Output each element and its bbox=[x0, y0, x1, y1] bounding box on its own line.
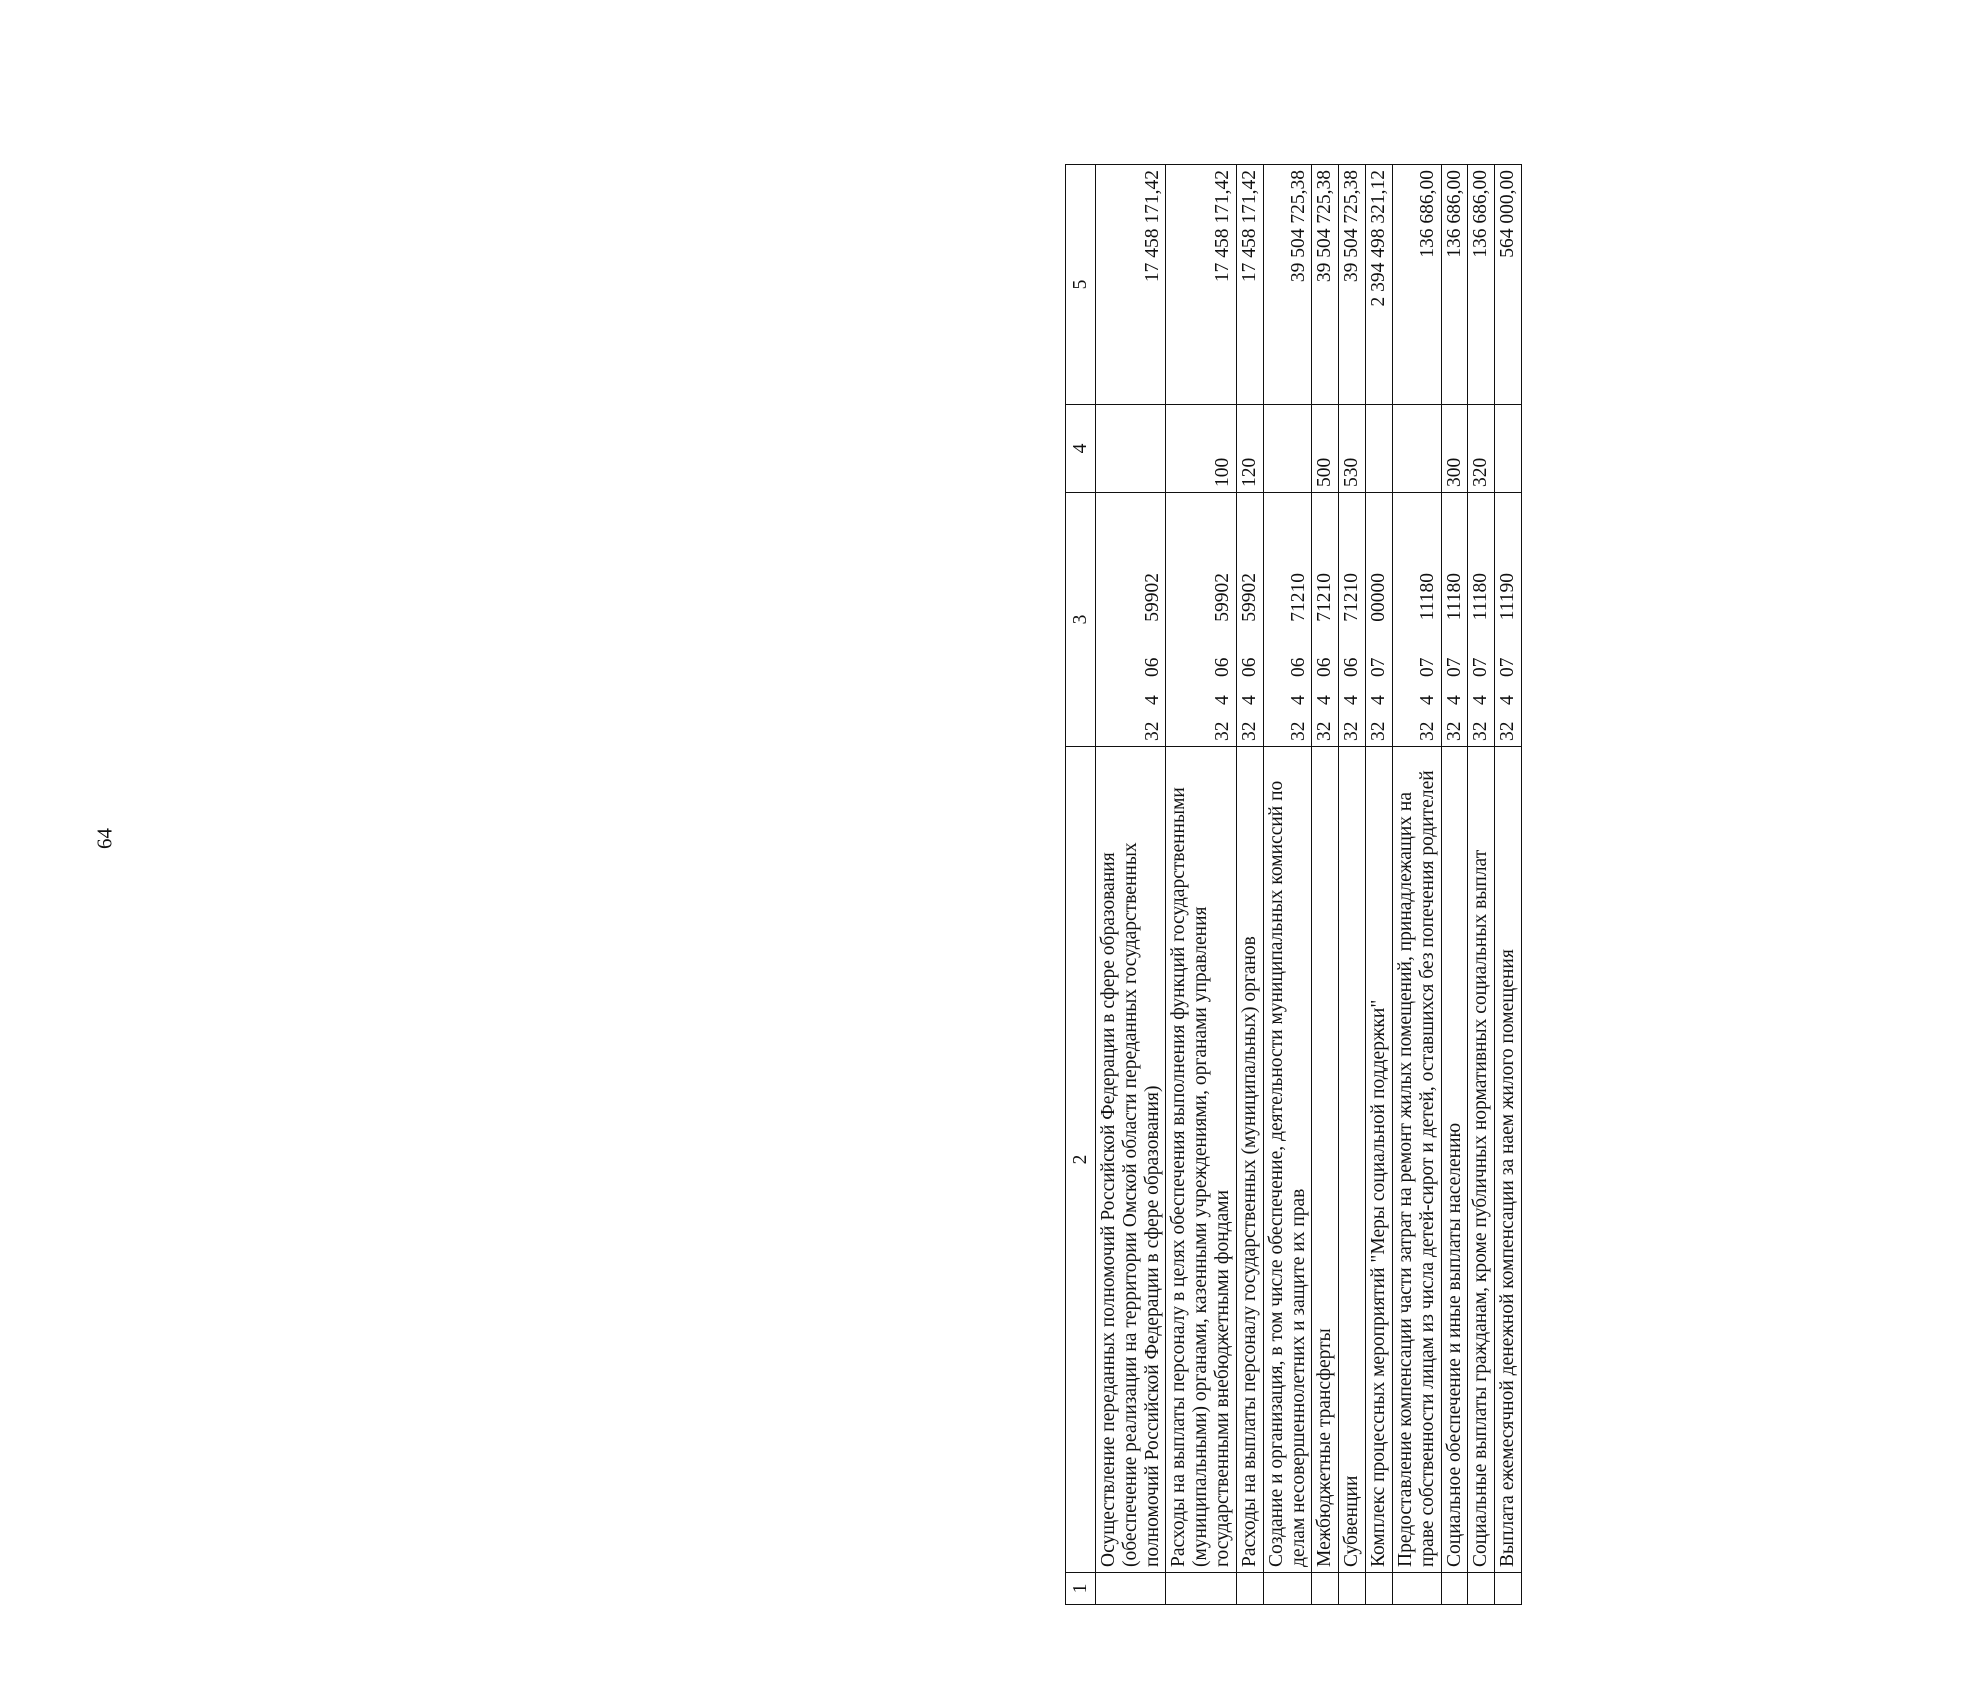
code-segment-1: 32 bbox=[1287, 721, 1309, 741]
budget-table bbox=[1065, 164, 1522, 1605]
classification-code-cell bbox=[1366, 493, 1393, 747]
row-number-cell bbox=[1096, 1573, 1166, 1605]
code-segment-2: 4 bbox=[1141, 695, 1163, 705]
expense-type-cell: 120 bbox=[1236, 405, 1263, 493]
table-row bbox=[1312, 165, 1339, 1605]
amount-cell: 136 686,00 bbox=[1392, 165, 1441, 405]
code-segment-3: 06 bbox=[1212, 657, 1234, 677]
amount-cell: 39 504 725,38 bbox=[1263, 165, 1312, 405]
expense-type-cell bbox=[1495, 405, 1522, 493]
code-segment-2: 4 bbox=[1238, 695, 1260, 705]
row-number-cell bbox=[1495, 1573, 1522, 1605]
classification-code-cell bbox=[1339, 493, 1366, 747]
code-segment-1: 32 bbox=[1212, 721, 1234, 741]
row-number-cell bbox=[1366, 1573, 1393, 1605]
column-header-3: 3 bbox=[1066, 493, 1096, 747]
code-segment-3: 06 bbox=[1341, 657, 1363, 677]
item-name-cell: Расходы на выплаты персоналу в целях обеспечения выполнения функций государственными (муниципальными) органами, казенными учреждениями, органами управления государственными внебюджетными фондами bbox=[1166, 747, 1236, 1573]
rotated-table-frame bbox=[1065, 165, 1985, 1605]
table-row bbox=[1166, 165, 1236, 1605]
expense-type-cell: 320 bbox=[1468, 405, 1495, 493]
column-header-5: 5 bbox=[1066, 165, 1096, 405]
amount-cell: 39 504 725,38 bbox=[1339, 165, 1366, 405]
code-segment-4: 11180 bbox=[1470, 573, 1492, 621]
code-segment-2: 4 bbox=[1443, 695, 1465, 705]
amount-cell: 17 458 171,42 bbox=[1096, 165, 1166, 405]
table-row bbox=[1096, 165, 1166, 1605]
item-name-cell: Выплата ежемесячной денежной компенсации за наем жилого помещения bbox=[1495, 747, 1522, 1573]
column-header-2: 2 bbox=[1066, 747, 1096, 1573]
expense-type-cell: 500 bbox=[1312, 405, 1339, 493]
column-header-4: 4 bbox=[1066, 405, 1096, 493]
code-segment-1: 32 bbox=[1416, 721, 1438, 741]
row-number-cell bbox=[1166, 1573, 1236, 1605]
table-row bbox=[1495, 165, 1522, 1605]
table-body bbox=[1096, 165, 1522, 1605]
row-number-cell bbox=[1441, 1573, 1468, 1605]
classification-code-cell bbox=[1392, 493, 1441, 747]
column-header-1: 1 bbox=[1066, 1573, 1096, 1605]
amount-cell: 39 504 725,38 bbox=[1312, 165, 1339, 405]
classification-code-cell bbox=[1312, 493, 1339, 747]
page-number: 64 bbox=[92, 828, 117, 849]
code-segment-3: 06 bbox=[1238, 657, 1260, 677]
code-segment-3: 07 bbox=[1470, 657, 1492, 677]
code-segment-1: 32 bbox=[1497, 721, 1519, 741]
row-number-cell bbox=[1312, 1573, 1339, 1605]
item-name-cell: Комплекс процессных мероприятий "Меры социальной поддержки" bbox=[1366, 747, 1393, 1573]
code-segment-3: 07 bbox=[1497, 657, 1519, 677]
code-segment-4: 11190 bbox=[1497, 573, 1519, 621]
item-name-cell: Создание и организация, в том числе обеспечение, деятельности муниципальных комиссий по делам несовершеннолетних и защите их прав bbox=[1263, 747, 1312, 1573]
item-name-cell: Осуществление переданных полномочий Российской Федерации в сфере образования (обеспечение реализации на территории Омской области переданных государственных полномочий Российской Федерации в сфере образования) bbox=[1096, 747, 1166, 1573]
code-segment-3: 06 bbox=[1287, 657, 1309, 677]
code-segment-3: 06 bbox=[1314, 657, 1336, 677]
expense-type-cell: 530 bbox=[1339, 405, 1366, 493]
item-name-cell: Предоставление компенсации части затрат на ремонт жилых помещений, принадлежащих на праве собственности лицам из числа детей-сирот и детей, оставшихся без попечения родителей bbox=[1392, 747, 1441, 1573]
classification-code-cell bbox=[1236, 493, 1263, 747]
code-segment-4: 59902 bbox=[1238, 573, 1260, 622]
code-segment-2: 4 bbox=[1470, 695, 1492, 705]
code-segment-1: 32 bbox=[1341, 721, 1363, 741]
code-segment-1: 32 bbox=[1368, 721, 1390, 741]
table-row bbox=[1392, 165, 1441, 1605]
code-segment-1: 32 bbox=[1470, 721, 1492, 741]
classification-code-cell bbox=[1495, 493, 1522, 747]
amount-cell: 136 686,00 bbox=[1468, 165, 1495, 405]
item-name-cell: Расходы на выплаты персоналу государственных (муниципальных) органов bbox=[1236, 747, 1263, 1573]
expense-type-cell bbox=[1263, 405, 1312, 493]
code-segment-4: 71210 bbox=[1287, 573, 1309, 622]
row-number-cell bbox=[1263, 1573, 1312, 1605]
table-row bbox=[1339, 165, 1366, 1605]
code-segment-4: 59902 bbox=[1141, 573, 1163, 622]
code-segment-1: 32 bbox=[1141, 721, 1163, 741]
amount-cell: 2 394 498 321,12 bbox=[1366, 165, 1393, 405]
item-name-cell: Субвенции bbox=[1339, 747, 1366, 1573]
code-segment-2: 4 bbox=[1416, 695, 1438, 705]
classification-code-cell bbox=[1468, 493, 1495, 747]
amount-cell: 17 458 171,42 bbox=[1236, 165, 1263, 405]
code-segment-1: 32 bbox=[1314, 721, 1336, 741]
code-segment-2: 4 bbox=[1497, 695, 1519, 705]
row-number-cell bbox=[1468, 1573, 1495, 1605]
table-row bbox=[1441, 165, 1468, 1605]
expense-type-cell: 300 bbox=[1441, 405, 1468, 493]
classification-code-cell bbox=[1263, 493, 1312, 747]
amount-cell: 17 458 171,42 bbox=[1166, 165, 1236, 405]
item-name-cell: Социальное обеспечение и иные выплаты населению bbox=[1441, 747, 1468, 1573]
amount-cell: 564 000,00 bbox=[1495, 165, 1522, 405]
classification-code-cell bbox=[1096, 493, 1166, 747]
code-segment-2: 4 bbox=[1212, 695, 1234, 705]
table-row bbox=[1263, 165, 1312, 1605]
classification-code-cell bbox=[1441, 493, 1468, 747]
code-segment-4: 71210 bbox=[1314, 573, 1336, 622]
row-number-cell bbox=[1236, 1573, 1263, 1605]
table-row bbox=[1468, 165, 1495, 1605]
code-segment-4: 11180 bbox=[1416, 573, 1438, 621]
classification-code-cell bbox=[1166, 493, 1236, 747]
code-segment-1: 32 bbox=[1238, 721, 1260, 741]
code-segment-2: 4 bbox=[1341, 695, 1363, 705]
expense-type-cell: 100 bbox=[1166, 405, 1236, 493]
code-segment-3: 06 bbox=[1141, 657, 1163, 677]
amount-cell: 136 686,00 bbox=[1441, 165, 1468, 405]
table-row bbox=[1236, 165, 1263, 1605]
row-number-cell bbox=[1339, 1573, 1366, 1605]
column-number-row bbox=[1066, 165, 1096, 1605]
code-segment-1: 32 bbox=[1443, 721, 1465, 741]
code-segment-2: 4 bbox=[1287, 695, 1309, 705]
code-segment-3: 07 bbox=[1443, 657, 1465, 677]
code-segment-2: 4 bbox=[1368, 695, 1390, 705]
code-segment-4: 00000 bbox=[1368, 573, 1390, 622]
code-segment-2: 4 bbox=[1314, 695, 1336, 705]
code-segment-4: 71210 bbox=[1341, 573, 1363, 622]
code-segment-3: 07 bbox=[1416, 657, 1438, 677]
table-row bbox=[1366, 165, 1393, 1605]
code-segment-3: 07 bbox=[1368, 657, 1390, 677]
expense-type-cell bbox=[1392, 405, 1441, 493]
code-segment-4: 59902 bbox=[1212, 573, 1234, 622]
code-segment-4: 11180 bbox=[1443, 573, 1465, 621]
row-number-cell bbox=[1392, 1573, 1441, 1605]
expense-type-cell bbox=[1096, 405, 1166, 493]
expense-type-cell bbox=[1366, 405, 1393, 493]
item-name-cell: Межбюджетные трансферты bbox=[1312, 747, 1339, 1573]
item-name-cell: Социальные выплаты гражданам, кроме публичных нормативных социальных выплат bbox=[1468, 747, 1495, 1573]
